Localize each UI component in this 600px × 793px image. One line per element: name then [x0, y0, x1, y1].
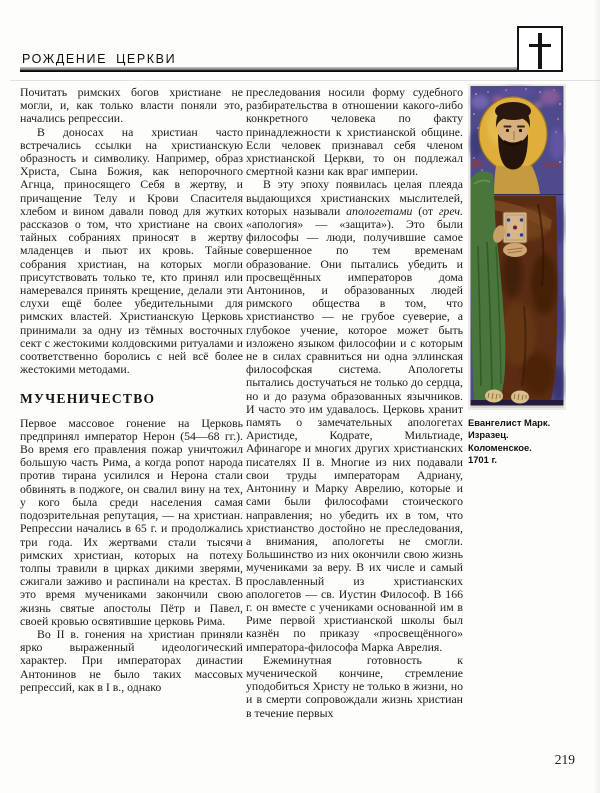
header-rule [20, 67, 517, 72]
caption-line: Евангелист Марк. [468, 417, 551, 428]
cross-horizontal-bar [529, 44, 551, 47]
section-heading: МУЧЕНИЧЕСТВО [20, 391, 156, 407]
running-head: РОЖДЕНИЕ ЦЕРКВИ [22, 52, 177, 66]
text-segment: (от [412, 203, 439, 218]
page-number: 219 [554, 752, 575, 767]
paragraph: Почитать римских богов христиане не могли, и, как только власти поняли это, начались репрессии. [20, 85, 243, 126]
paragraph: Первое массовое гонение на Церковь предпринял император Нерон (54—68 гг.). Во время его правления пожар уничтожил большую часть Рима, а когда ропот народа против тирана усилился и Нерона стали обвинять в поджоге, он свалил вину на тех, у кого была среди населения самая подозрительная репутация, — на христиан. Репрессии начались в 65 г. и продолжались три года. Их жертвами стали тысячи римских христиан, которых на потеху толпы травили в цирках дикими зверями, сжигали заживо и распинали на крестах. В это время мучениками закончили свою жизнь святые апостолы Пётр и Павел, своей кровью освятившие церковь Рима. [20, 415, 243, 628]
paragraph: В доносах на христиан часто встречались ссылки на христианскую образность и символику. Например, образ Христа, Сына Божия, как непорочного Агнца, приносящего Себя в жертву, и причащение Телу и Крови Спасителя хлебом и вином давали повод для жутких рассказов о том, что христиане на своих тайных собраниях приносят в жертву младенцев и пьют их кровь. Тайные собрания христиан, на которых могли присутствовать только те, кто принял или намеревался принять крещение, делали эти слухи ещё более убедительными для римских властей. Христианскую Церковь принимали за одну из тёмных восточных сект с жестокими колдовскими ритуалами и соответственно боролись с ней всё более жестокими методами. [20, 124, 243, 377]
paragraph: Ежеминутная готовность к мученической кончине, стремление уподобиться Христу не только в жизни, но и в смерти сопровождали жизнь христиан в течение первых [246, 652, 463, 720]
caption-line: 1701 г. [468, 454, 498, 466]
paragraph: преследования носили форму судебного разбирательства в отношении какого-либо конкретного человека по факту принадлежности к христианской общине. Если человек признавал себя членом христианской Церкви, то он подлежал смертной казни как враг империи. [246, 85, 463, 179]
right-text-column [246, 86, 463, 720]
left-text-column [20, 86, 243, 694]
italic-term: апологетами [346, 203, 413, 218]
caption-line: Изразец. Коломенское. [468, 429, 532, 453]
header-shadow-rule [10, 80, 600, 81]
cross-icon [517, 26, 563, 72]
italic-term: греч. [438, 203, 463, 218]
figure-column [468, 84, 572, 467]
text-segment: В эту эпоху появилась целая плеяда выдающихся христианских мыслителей, которых называли [246, 177, 463, 218]
inscription-right: МАР [544, 162, 559, 169]
cross-vertical-bar [538, 33, 541, 69]
text-segment: «апология» — «защита»). Это были философы — люди, получившие самое совершенное по тем временам образование. Они пытались убедить и просвещённых императоров дома Антонинов, и образованных людей римского общества в том, что христианство — не грубое суеверие, а глубокое учение, которое может быть изложено языком философии и с которым не в силах сравниться ни одна эллинская философская система. Апологеты пытались достучаться не только до сердца, но и до разума образованных язычников. И часто это им удавалось. Церковь хранит память о замечательных апологетах Аристиде, Кодрате, Мильтиаде, Афинагоре и многих других христианских писателях II в. Многие из них подавали свои труды императорам Адриану, Антонину и Марку Аврелию, которые и сами были философами стоического направления; но убедить их в том, что христианство достойно не преследования, а внимания, апологеты не смогли. Большинство из них окончили свою жизнь мучениками за веру. В их числе и самый прославленный из христианских апологетов — св. Иустин Философ. В 166 г. он вместе с учениками основанной им в Риме первой христианской школы был казнён по приказу «просвещённого» императора-философа Марка Аврелия. [246, 217, 463, 654]
inscription-left: Ѿ [472, 160, 483, 169]
evangelist-mark-tile-image [468, 84, 566, 410]
paragraph [246, 178, 463, 653]
figure [468, 84, 572, 467]
paragraph: Во II в. гонения на христиан приняли ярко выраженный идеологический характер. При императорах династии Антонинов не было таких массовых репрессий, как в I в., однако [20, 626, 243, 694]
figure-caption [468, 417, 572, 467]
